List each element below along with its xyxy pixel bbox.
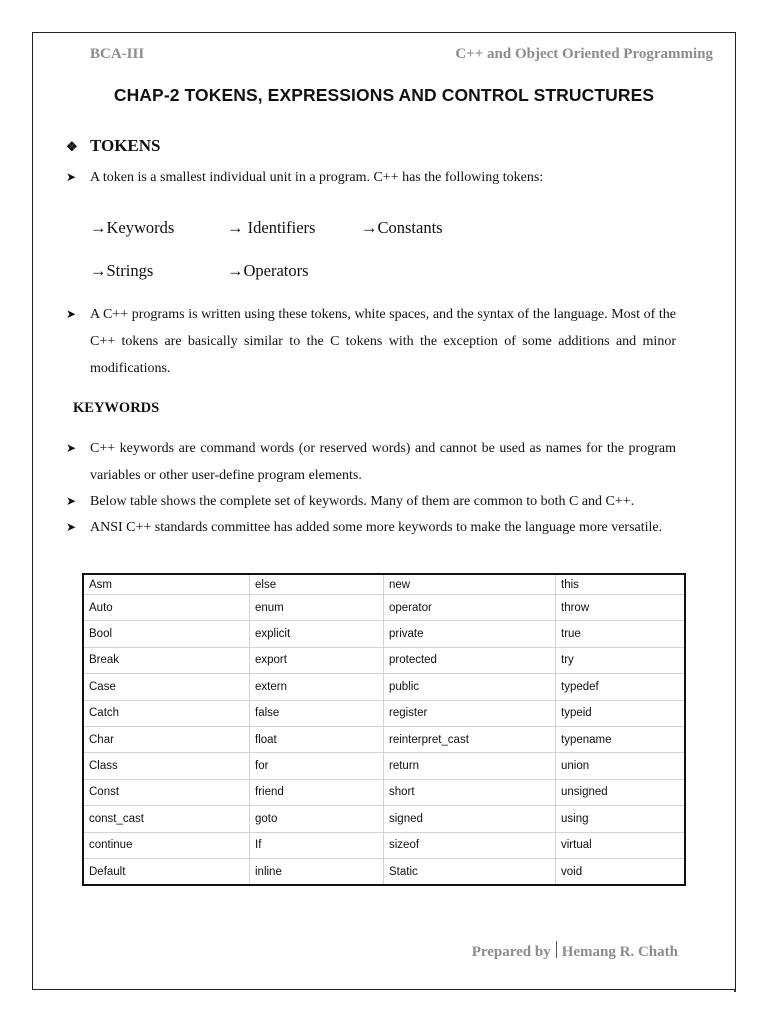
table-cell: void <box>556 858 686 885</box>
bullet-para1 <box>66 301 676 382</box>
table-row <box>83 700 685 726</box>
arrow-bullet-icon: ➤ <box>66 307 77 321</box>
table-cell: unsigned <box>556 779 686 805</box>
table-cell: sizeof <box>384 832 556 858</box>
footer <box>472 941 678 961</box>
table-cell: try <box>556 647 686 673</box>
diamond-bullet-icon: ❖ <box>66 139 78 154</box>
table-cell: false <box>250 700 384 726</box>
intro-text: A token is a smallest individual unit in a program. C++ has the following tokens: <box>90 170 544 185</box>
footer-author: Hemang R. Chath <box>561 944 678 960</box>
table-cell: friend <box>250 779 384 805</box>
bullet-intro <box>66 164 676 191</box>
corner-mark <box>734 990 736 992</box>
table-cell: If <box>250 832 384 858</box>
table-row <box>83 858 685 885</box>
arrow-bullet-icon: ➤ <box>66 170 77 184</box>
arrow-bullet-icon: ➤ <box>66 441 77 455</box>
footer-separator <box>556 941 557 958</box>
token-operators: →Operators <box>227 261 309 280</box>
table-cell: continue <box>83 832 250 858</box>
table-cell: public <box>384 674 556 700</box>
table-cell: Auto <box>83 595 250 621</box>
table-row <box>83 753 685 779</box>
table-cell: this <box>556 574 686 595</box>
table-cell: return <box>384 753 556 779</box>
table-row <box>83 595 685 621</box>
table-cell: export <box>250 647 384 673</box>
table-cell: Asm <box>83 574 250 595</box>
bullet-keywords-1 <box>66 435 676 489</box>
token-keywords: →Keywords <box>90 218 175 237</box>
section-tokens <box>66 136 161 156</box>
keywords-text-1: C++ keywords are command words (or reserved words) and cannot be used as names for the program variables or other user-define program elements. <box>90 441 676 483</box>
para1-text: A C++ programs is written using these tokens, white spaces, and the syntax of the language. Most of the C++ tokens are basically similar to the C tokens with the exception of some additions and minor modifications. <box>90 307 676 376</box>
table-cell: operator <box>384 595 556 621</box>
table-cell: Bool <box>83 621 250 647</box>
table-cell: const_cast <box>83 806 250 832</box>
bullet-keywords-2 <box>66 488 676 515</box>
table-cell: Case <box>83 674 250 700</box>
table-cell: typedef <box>556 674 686 700</box>
table-cell: Static <box>384 858 556 885</box>
table-row <box>83 779 685 805</box>
table-cell: using <box>556 806 686 832</box>
table-cell: inline <box>250 858 384 885</box>
keywords-heading: KEYWORDS <box>73 400 160 416</box>
table-cell: Class <box>83 753 250 779</box>
table-row <box>83 726 685 752</box>
table-cell: Break <box>83 647 250 673</box>
section-title: TOKENS <box>89 136 161 155</box>
table-row <box>83 832 685 858</box>
table-cell: private <box>384 621 556 647</box>
table-cell: union <box>556 753 686 779</box>
arrow-bullet-icon: ➤ <box>66 494 77 508</box>
table-cell: new <box>384 574 556 595</box>
table-cell: protected <box>384 647 556 673</box>
header-subject: C++ and Object Oriented Programming <box>455 46 713 62</box>
arrow-bullet-icon: ➤ <box>66 520 77 534</box>
token-constants: →Constants <box>361 218 443 237</box>
keywords-text-2: Below table shows the complete set of keywords. Many of them are common to both C and C++. <box>90 494 635 509</box>
keywords-table <box>82 573 686 886</box>
table-cell: signed <box>384 806 556 832</box>
footer-prepared-by: Prepared by <box>471 944 551 960</box>
table-cell: true <box>556 621 686 647</box>
token-identifiers: → Identifiers <box>227 218 316 237</box>
table-cell: for <box>250 753 384 779</box>
table-cell: throw <box>556 595 686 621</box>
table-cell: typename <box>556 726 686 752</box>
table-cell: short <box>384 779 556 805</box>
keywords-text-3: ANSI C++ standards committee has added some more keywords to make the language more versatile. <box>90 520 663 535</box>
table-cell: reinterpret_cast <box>384 726 556 752</box>
table-cell: Char <box>83 726 250 752</box>
table-row <box>83 574 685 595</box>
token-strings: →Strings <box>90 261 154 280</box>
table-cell: else <box>250 574 384 595</box>
bullet-keywords-3 <box>66 514 676 541</box>
table-row <box>83 647 685 673</box>
table-cell: Catch <box>83 700 250 726</box>
table-cell: float <box>250 726 384 752</box>
header-course: BCA-III <box>90 46 145 62</box>
table-cell: Default <box>83 858 250 885</box>
table-cell: typeid <box>556 700 686 726</box>
table-cell: explicit <box>250 621 384 647</box>
chapter-title: CHAP-2 TOKENS, EXPRESSIONS AND CONTROL STRUCTURES <box>113 85 655 105</box>
table-cell: extern <box>250 674 384 700</box>
table-cell: goto <box>250 806 384 832</box>
table-row <box>83 674 685 700</box>
table-cell: virtual <box>556 832 686 858</box>
table-cell: register <box>384 700 556 726</box>
table-row <box>83 806 685 832</box>
table-cell: Const <box>83 779 250 805</box>
table-cell: enum <box>250 595 384 621</box>
table-row <box>83 621 685 647</box>
